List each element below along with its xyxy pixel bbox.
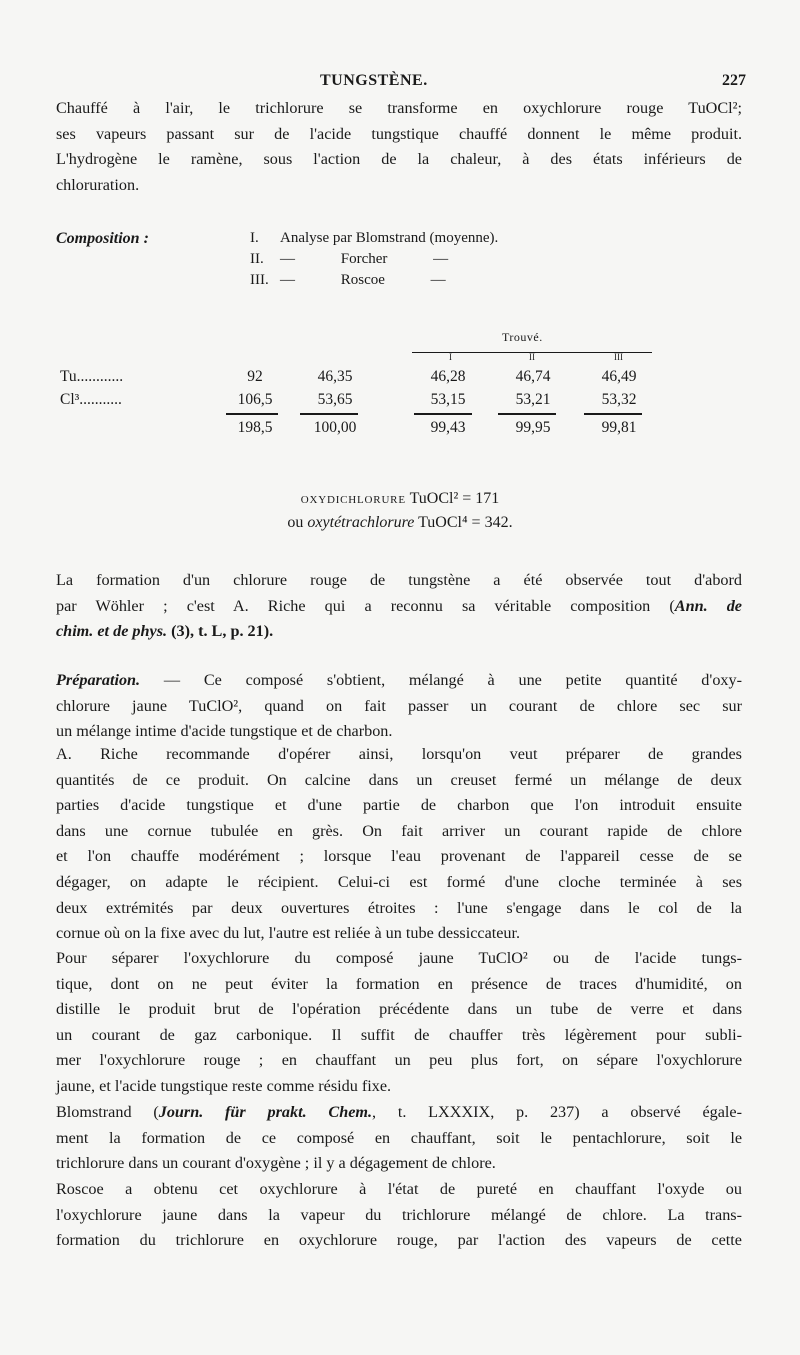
preparation-paragraph	[56, 668, 742, 745]
text-line: parties d'acide tungstique et d'une partie de charbon que l'on introduit ensuite	[56, 796, 742, 815]
text-line: un courant de gaz carbonique. Il suffit de chauffer très légèrement pour subli-	[56, 1025, 742, 1044]
formation-paragraph	[56, 568, 742, 645]
sum-rule	[584, 413, 642, 415]
text-run: , t. LXXXIX, p. 237) a observé égale-	[372, 1103, 743, 1121]
text-run: Blomstrand (	[56, 1103, 159, 1121]
cell-found: 53,21	[515, 391, 551, 408]
compound-formula: TuOCl² = 171	[409, 490, 500, 507]
table-found-label: Trouvé.	[502, 330, 543, 344]
text-line: deux extrémités par deux ouvertures étroites : l'une s'engage dans le col de la	[56, 898, 742, 917]
cell-atomic: 92	[247, 368, 263, 385]
text-line: et l'on chauffe modérément ; lorsque l'eau provenant de l'appareil cesse de se	[56, 847, 742, 866]
text-line: l'oxychlorure jaune dans la vapeur du trichlorure mélangé de chlore. La trans-	[56, 1205, 742, 1224]
cell-found: 46,74	[515, 368, 551, 385]
text-line: dans une cornue tubulée en grès. On fait arriver un courant rapide de chlore	[56, 821, 742, 840]
citation-ref: (3), t. L, p. 21).	[167, 622, 274, 641]
roscoe-paragraph	[56, 1177, 742, 1254]
text-line: Chauffé à l'air, le trichlorure se transforme en oxychlorure rouge TuOCl²;	[56, 99, 742, 117]
text-line: Roscoe a obtenu cet oxychlorure à l'état de pureté en chauffant l'oxyde ou	[56, 1180, 742, 1198]
compound-name: oxydichlorure	[300, 491, 406, 507]
text-line: trichlorure dans un courant d'oxygène ; il y a dégagement de chlore.	[56, 1154, 496, 1173]
compound-subheading	[0, 514, 800, 532]
text-line: Pour séparer l'oxychlorure du composé jaune TuClO² ou de l'acide tungs-	[56, 949, 742, 967]
sum-rule	[226, 413, 278, 415]
composition-item-text: Analyse par Blomstrand (moyenne).	[280, 230, 499, 246]
text-line	[56, 1100, 742, 1126]
citation: Journ. für prakt. Chem.	[158, 1103, 373, 1121]
text-line: chlorure jaune TuClO², quand on fait passer un courant de chlore sec sur	[56, 696, 742, 715]
section-title: Préparation.	[56, 671, 141, 689]
text-line: formation du trichlorure en oxychlorure rouge, par l'action des vapeurs de cette	[56, 1231, 742, 1250]
compound-alt-name: oxytétrachlorure	[307, 514, 415, 531]
text-line: L'hydrogène le ramène, sous l'action de la chaleur, à des états inférieurs de	[56, 150, 742, 169]
text-line: un mélange intime d'acide tungstique et de charbon.	[56, 722, 393, 741]
running-title: TUNGSTÈNE.	[320, 72, 428, 89]
text-line	[56, 619, 742, 645]
text-line: tique, dont on ne peut éviter la formation en présence de traces d'humidité, on	[56, 974, 742, 993]
total-atomic: 198,5	[237, 419, 273, 436]
total-found: 99,95	[515, 419, 551, 436]
composition-item-text: — Forcher —	[280, 251, 449, 267]
compound-alt-formula: TuOCl⁴ = 342.	[418, 514, 513, 531]
row-label: Cl³...........	[60, 391, 122, 408]
blomstrand-paragraph	[56, 1100, 742, 1177]
text-run: par Wöhler ; c'est A. Riche qui a reconnu sa véritable composition (	[56, 596, 675, 615]
column-header: II	[529, 352, 535, 362]
cell-calc: 53,65	[317, 391, 353, 408]
text-line	[56, 594, 742, 620]
column-header: III	[614, 352, 623, 362]
citation: chim. et de phys.	[56, 622, 168, 641]
text-line: chloruration.	[56, 175, 140, 194]
column-header: I	[449, 352, 452, 362]
text-line: distille le produit brut de l'opération précédente dans un tube de verre et dans	[56, 1000, 742, 1019]
row-label: Tu............	[60, 368, 124, 385]
sum-rule	[300, 413, 358, 415]
riche-paragraph	[56, 742, 742, 947]
cell-calc: 46,35	[317, 368, 353, 385]
total-found: 99,43	[430, 419, 466, 436]
cell-atomic: 106,5	[237, 391, 273, 408]
text-run: — Ce composé s'obtient, mélangé à une petite quantité d'oxy-	[140, 671, 742, 689]
composition-item-number: I.	[250, 230, 259, 246]
composition-item-number: II.	[250, 251, 264, 267]
composition-item-number: III.	[250, 272, 269, 288]
compound-heading	[0, 490, 800, 508]
cell-found: 53,32	[601, 391, 637, 408]
text-line: A. Riche recommande d'opérer ainsi, lorsqu'on veut préparer de grandes	[56, 745, 742, 763]
intro-paragraph	[56, 96, 742, 198]
text-line: jaune, et l'acide tungstique reste comme résidu fixe.	[56, 1076, 392, 1095]
cell-found: 53,15	[430, 391, 466, 408]
total-calc: 100,00	[313, 419, 357, 436]
separer-paragraph	[56, 946, 742, 1100]
citation: Ann. de	[674, 596, 742, 615]
text-line: La formation d'un chlorure rouge de tungstène a été observée tout d'abord	[56, 571, 742, 589]
total-found: 99,81	[601, 419, 637, 436]
text-line: cornue où on la fixe avec du lut, l'autre est reliée à un tube dessiccateur.	[56, 924, 521, 943]
cell-found: 46,49	[601, 368, 637, 385]
compound-alt-prefix: ou	[287, 514, 304, 531]
composition-item-text: — Roscoe —	[280, 272, 446, 288]
text-line: ment la formation de ce composé en chauffant, soit le pentachlorure, soit le	[56, 1128, 742, 1147]
text-line	[56, 668, 742, 694]
text-line: dégager, on adapte le récipient. Celui-ci est formé d'une cloche terminée à ses	[56, 872, 742, 891]
composition-label: Composition :	[56, 230, 149, 247]
text-line: mer l'oxychlorure rouge ; en chauffant un peu plus fort, on sépare l'oxychlorure	[56, 1051, 742, 1070]
sum-rule	[414, 413, 472, 415]
page-number: 227	[722, 72, 746, 89]
cell-found: 46,28	[430, 368, 466, 385]
text-line: ses vapeurs passant sur de l'acide tungstique chauffé donnent le même produit.	[56, 124, 742, 143]
sum-rule	[498, 413, 556, 415]
text-line: quantités de ce produit. On calcine dans un creuset fermé un mélange de deux	[56, 770, 742, 789]
